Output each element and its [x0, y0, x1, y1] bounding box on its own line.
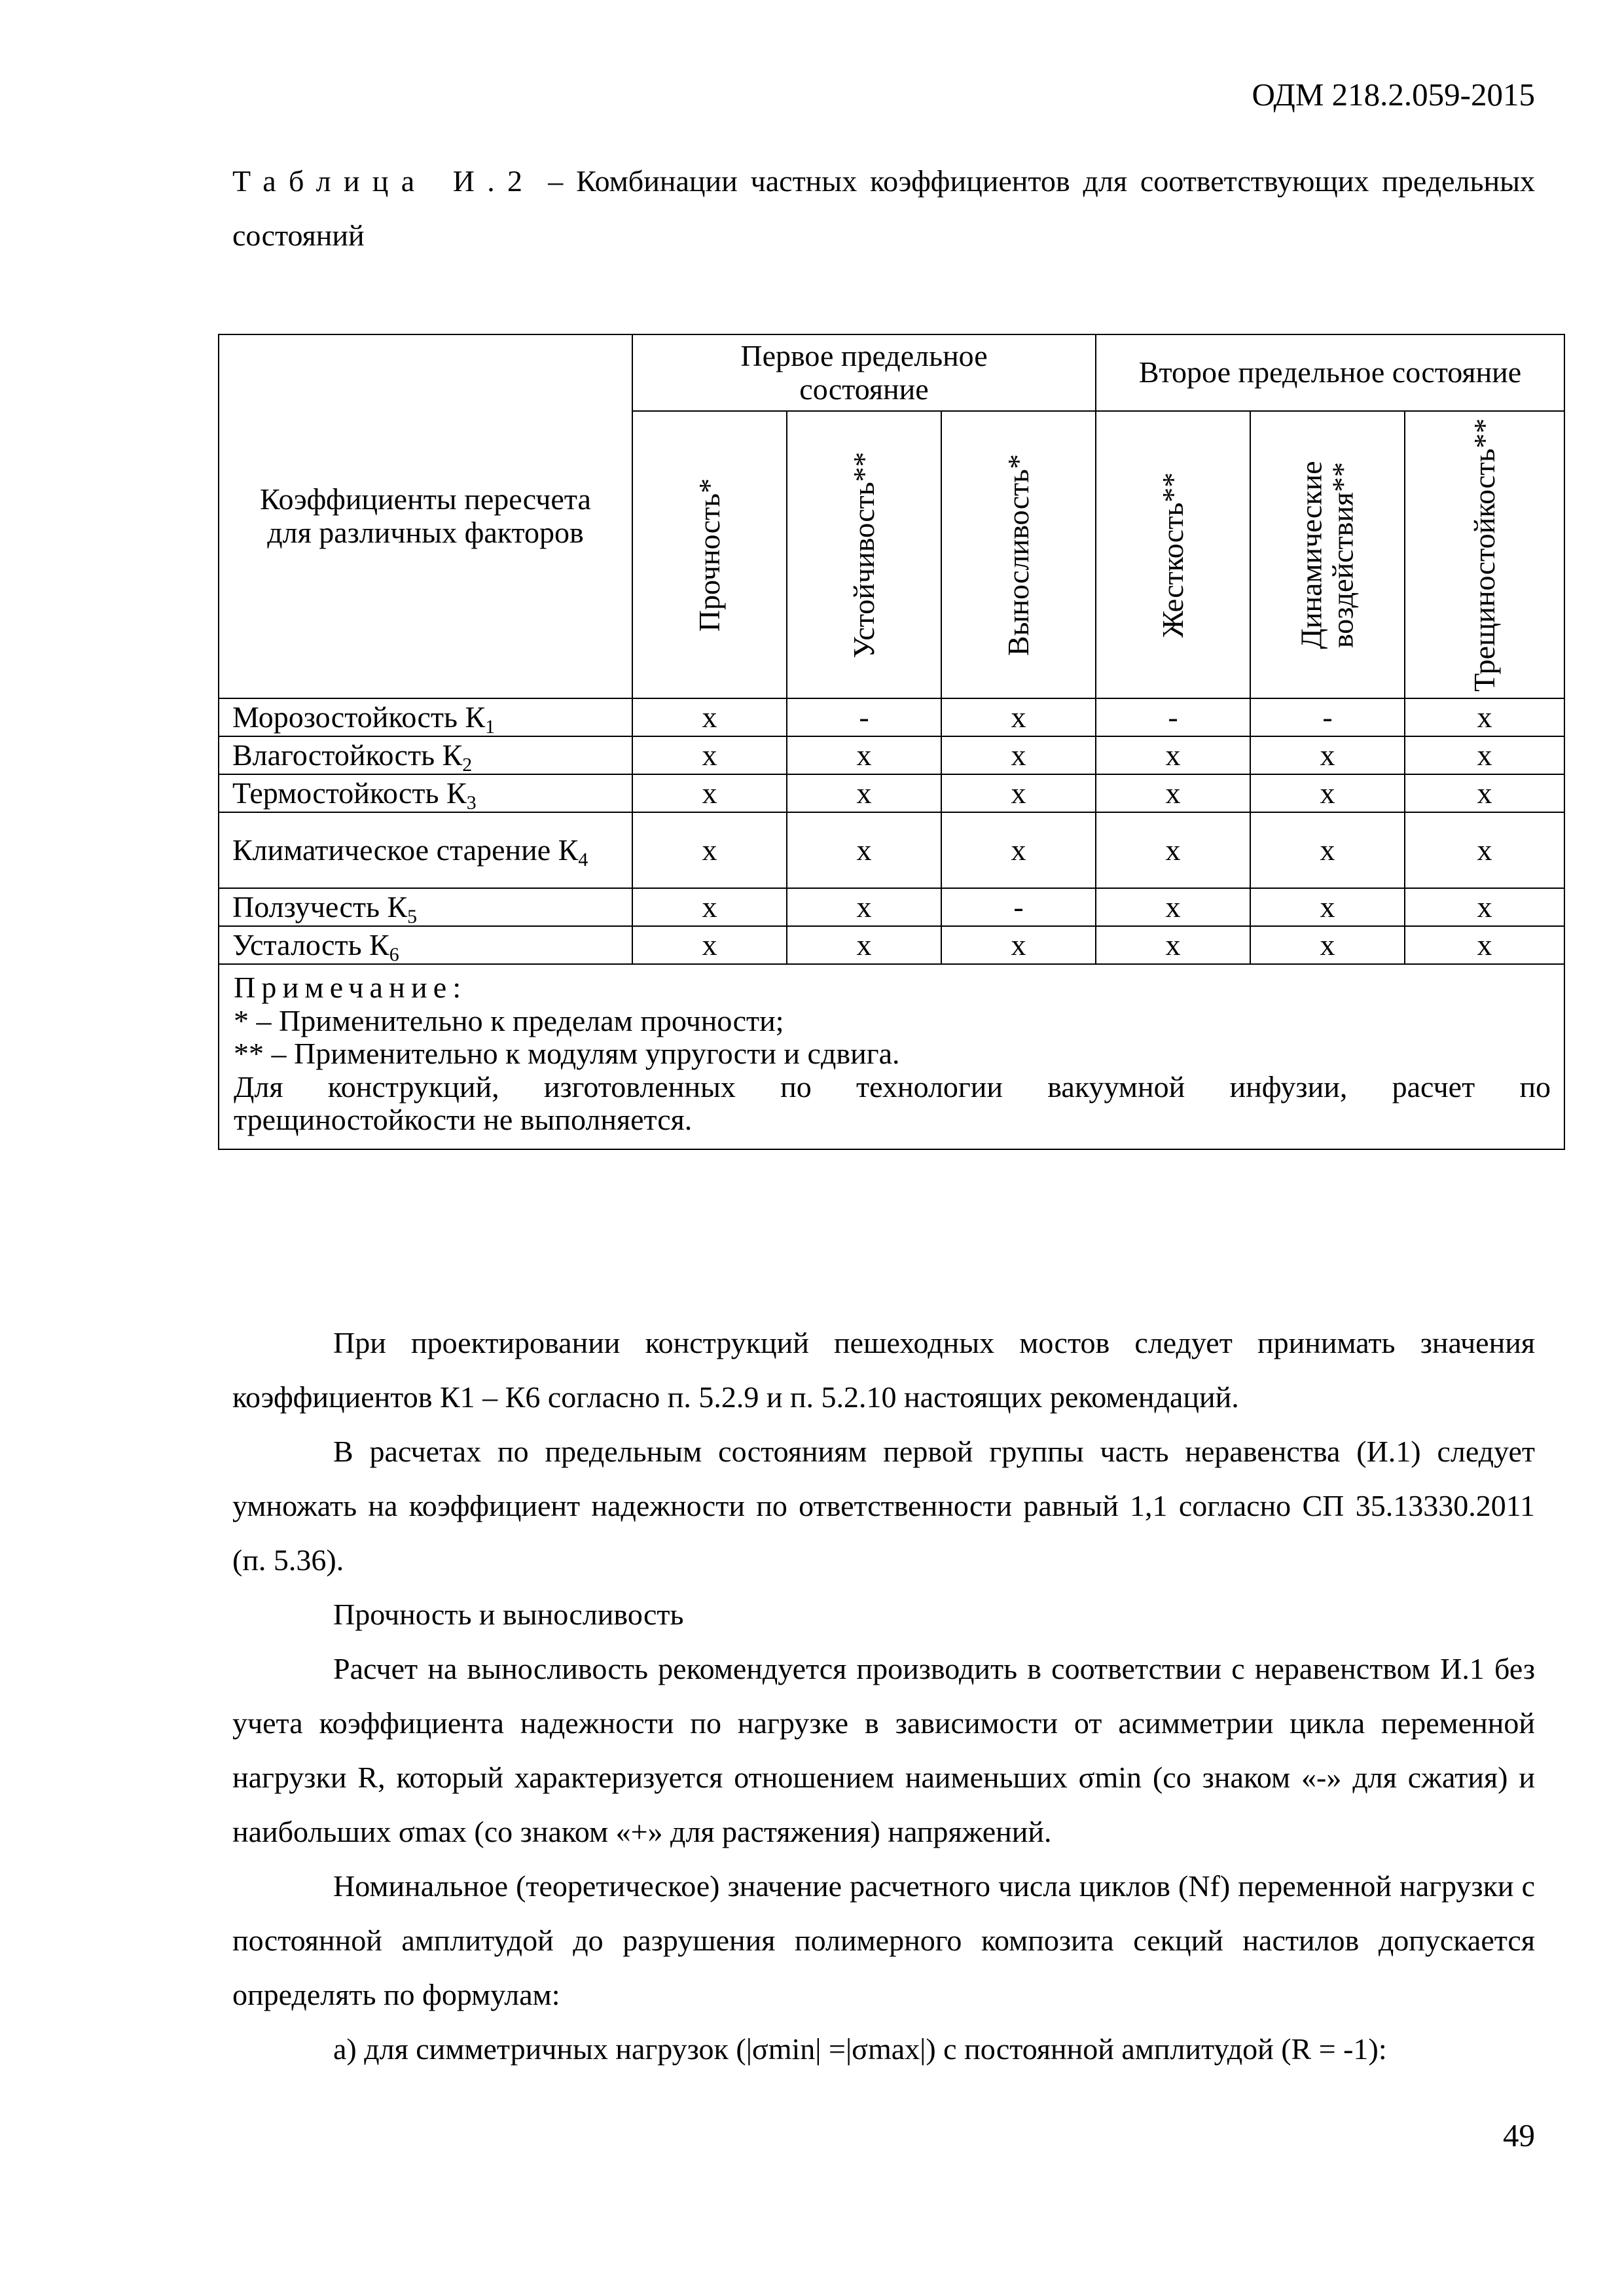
column-header-stability — [787, 411, 941, 698]
column-header-endurance-text: Выносливость* — [1001, 454, 1035, 656]
row-label-sub: 4 — [578, 848, 588, 870]
table-cell: - — [787, 698, 941, 736]
row-label-text: Ползучесть К — [232, 889, 408, 924]
note-line-2: ** – Применительно к модулям упругости и сдвига. — [234, 1037, 900, 1071]
row-label-text: Морозостойкость К — [232, 700, 486, 734]
table-note — [219, 964, 1564, 1149]
table-cell: x — [632, 888, 787, 926]
table-cell: - — [1250, 698, 1405, 736]
column-header-dynamic — [1250, 411, 1405, 698]
table-cell: x — [632, 736, 787, 774]
table-cell: x — [1096, 736, 1250, 774]
row-label-sub: 1 — [485, 715, 496, 738]
column-header-dynamic-text: Динамические воздействия** — [1294, 460, 1360, 649]
row-label-text: Термостойкость К — [232, 776, 467, 810]
table-cell: x — [1096, 774, 1250, 812]
note-line-3b: трещиностойкости не выполняется. — [234, 1103, 693, 1137]
table-caption — [232, 154, 1535, 262]
table-cell: x — [1250, 736, 1405, 774]
row-label-sub: 6 — [389, 943, 399, 965]
column-header-strength — [632, 411, 787, 698]
table-cell: x — [1096, 888, 1250, 926]
table-cell: x — [1405, 926, 1564, 964]
table-cell: x — [941, 812, 1096, 888]
row-label-text: Климатическое старение К — [232, 833, 579, 867]
table-cell: x — [941, 774, 1096, 812]
table-cell: x — [1405, 888, 1564, 926]
table-cell: x — [632, 926, 787, 964]
table-cell: x — [787, 812, 941, 888]
corner-header: Коэффициенты пересчета для различных факторов — [260, 482, 591, 549]
group-header-1 — [632, 334, 1096, 411]
table-caption-text: – Комбинации частных коэффициентов для соответствующих предельных состояний — [232, 164, 1536, 252]
group-header-2-text: Второе предельное состояние — [1138, 355, 1522, 389]
page-number: 49 — [1503, 2117, 1535, 2153]
table-row — [219, 698, 1564, 736]
row-label-sub: 3 — [466, 791, 477, 814]
table-cell: x — [787, 926, 941, 964]
row-label — [219, 812, 632, 888]
column-header-stiffness — [1096, 411, 1250, 698]
body-text — [232, 1316, 1535, 2076]
table-cell: x — [632, 812, 787, 888]
table-row — [219, 926, 1564, 964]
paragraph-6: а) для симметричных нагрузок (|σmin| =|σmax|) с постоянной амплитудой (R = -1): — [333, 2032, 1387, 2066]
note-title: Примечание: — [234, 971, 467, 1004]
table-cell: x — [1250, 888, 1405, 926]
table-cell: - — [941, 888, 1096, 926]
row-label — [219, 774, 632, 812]
table-row — [219, 774, 1564, 812]
table-cell: x — [632, 774, 787, 812]
table-row — [219, 812, 1564, 888]
table-cell: x — [787, 888, 941, 926]
table-cell: x — [1405, 774, 1564, 812]
group-header-1-text: Первое предельное состояние — [740, 338, 988, 406]
row-label-sub: 2 — [462, 753, 473, 776]
group-header-2 — [1096, 334, 1564, 411]
row-label-sub: 5 — [407, 905, 418, 927]
column-header-endurance — [941, 411, 1096, 698]
row-label-text: Влагостойкость К — [232, 738, 463, 772]
row-label — [219, 926, 632, 964]
table-cell: x — [1405, 736, 1564, 774]
paragraph-3-heading: Прочность и выносливость — [333, 1598, 684, 1631]
table-caption-label: Таблица И.2 — [232, 164, 535, 198]
table-cell: x — [1250, 812, 1405, 888]
table-cell: x — [1250, 774, 1405, 812]
row-label-text: Усталость К — [232, 927, 389, 961]
row-label — [219, 888, 632, 926]
row-label — [219, 698, 632, 736]
coefficient-table — [218, 334, 1565, 1150]
table-cell: x — [787, 774, 941, 812]
table-row — [219, 888, 1564, 926]
paragraph-5: Номинальное (теоретическое) значение расчетного числа циклов (Nf) переменной нагрузки с постоянной амплитудой до разрушения полимерного композита секций настилов допускается определять по формулам: — [232, 1869, 1535, 2011]
table-row — [219, 736, 1564, 774]
table-cell: x — [1405, 698, 1564, 736]
column-header-crack-resistance-text: Трещиностойкость** — [1467, 418, 1501, 692]
note-line-3a: Для конструкций, изготовленных по технологии вакуумной инфузии, расчет по — [234, 1069, 1551, 1103]
paragraph-2: В расчетах по предельным состояниям первой группы часть неравенства (И.1) следует умножать на коэффициент надежности по ответственности равный 1,1 согласно СП 35.13330.2011 (п. 5.36). — [232, 1435, 1535, 1577]
table-cell: x — [787, 736, 941, 774]
paragraph-4: Расчет на выносливость рекомендуется производить в соответствии с неравенством И.1 без учета коэффициента надежности по нагрузке в зависимости от асимметрии цикла переменной нагрузки R, который характеризуется отношением наименьших σmin (со знаком «-» для сжатия) и наибольших σmax (со знаком «+» для растяжения) напряжений. — [232, 1652, 1535, 1848]
corner-header-cell — [219, 334, 632, 698]
column-header-crack-resistance — [1405, 411, 1564, 698]
document-code: ОДМ 218.2.059-2015 — [1252, 77, 1535, 113]
table-cell: x — [1096, 812, 1250, 888]
column-header-strength-text: Прочность* — [692, 478, 726, 632]
table-cell: x — [941, 926, 1096, 964]
table-cell: x — [941, 736, 1096, 774]
table-cell: x — [1250, 926, 1405, 964]
paragraph-1: При проектировании конструкций пешеходных мостов следует принимать значения коэффициентов К1 – К6 согласно п. 5.2.9 и п. 5.2.10 настоящих рекомендаций. — [232, 1326, 1535, 1414]
table-cell: x — [632, 698, 787, 736]
table-cell: x — [1096, 926, 1250, 964]
row-label — [219, 736, 632, 774]
table-cell: x — [1405, 812, 1564, 888]
table-cell: - — [1096, 698, 1250, 736]
column-header-stiffness-text: Жесткость** — [1155, 472, 1189, 637]
table-cell: x — [941, 698, 1096, 736]
note-line-1: * – Применительно к пределам прочности; — [234, 1003, 784, 1037]
column-header-stability-text: Устойчивость** — [846, 451, 880, 658]
